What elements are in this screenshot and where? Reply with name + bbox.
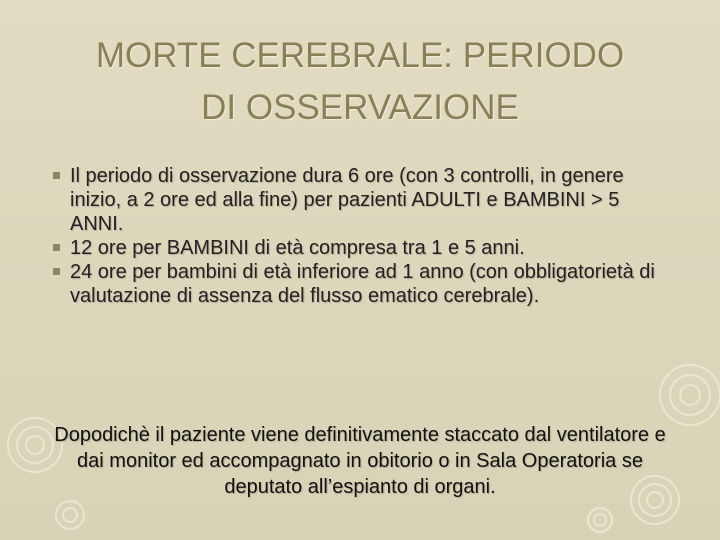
bullet-text: 24 ore per bambini di età inferiore ad 1 anno (con obbligatorietà di valutazione di assenza del flusso ematico cerebrale).: [70, 261, 655, 307]
slide-title: [40, 30, 680, 134]
title-line-1: MORTE CEREBRALE: PERIODO: [95, 36, 625, 75]
square-bullet-icon: [53, 268, 60, 275]
bullet-item: [56, 236, 676, 260]
bullet-text: 12 ore per BAMBINI di età compresa tra 1 e 5 anni.: [70, 237, 525, 259]
square-bullet-icon: [53, 172, 60, 179]
bullet-text: Il periodo di osservazione dura 6 ore (con 3 controlli, in genere inizio, a 2 ore ed alla fine) per pazienti ADULTI e BAMBINI > 5 ANNI.: [70, 165, 624, 235]
bullet-item: [56, 164, 676, 236]
bullet-item: [56, 260, 676, 308]
square-bullet-icon: [53, 244, 60, 251]
bullet-list: [56, 164, 676, 308]
footer-paragraph: Dopodichè il paziente viene definitivamente staccato dal ventilatore e dai monitor ed accompagnato in obitorio o in Sala Operatoria se deputato all’espianto di organi.: [54, 424, 666, 498]
title-line-2: DI OSSERVAZIONE: [201, 88, 519, 127]
